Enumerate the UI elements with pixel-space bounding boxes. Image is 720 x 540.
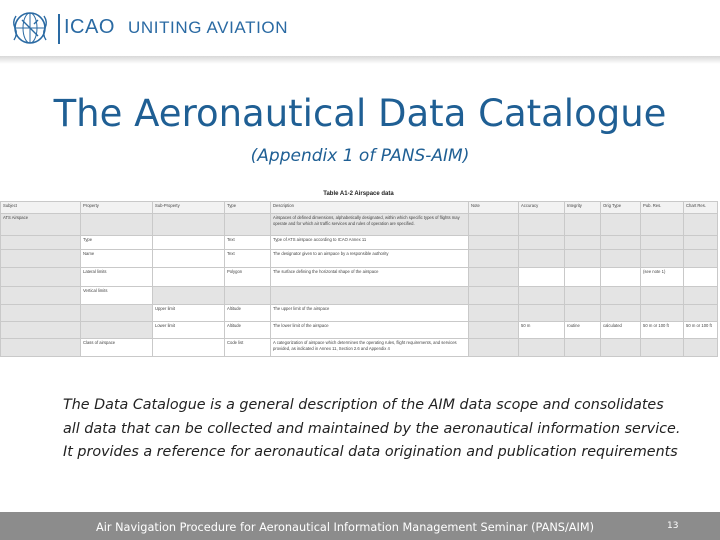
- table-row: [1, 339, 718, 357]
- table-cell: [1, 268, 81, 287]
- table-cell: (see note 1): [641, 268, 684, 287]
- table-header-cell: Subject: [1, 202, 81, 214]
- table-cell: [601, 287, 641, 305]
- table-cell: [641, 305, 684, 322]
- table-header-cell: Sub-Property: [153, 202, 225, 214]
- table-cell: Lower limit: [153, 322, 225, 339]
- table-cell: [1, 322, 81, 339]
- table-cell: Code list: [225, 339, 271, 357]
- table-row: [1, 322, 718, 339]
- table-cell: calculated: [601, 322, 641, 339]
- table-header-cell: Property: [81, 202, 153, 214]
- table-cell: [1, 250, 81, 268]
- table-cell: [469, 250, 519, 268]
- table-header-cell: Description: [271, 202, 469, 214]
- table-cell: [469, 268, 519, 287]
- table-cell: The designator given to an airspace by a responsible authority: [271, 250, 469, 268]
- table-cell: Type of ATS airspace according to ICAO Annex 11: [271, 236, 469, 250]
- table-cell: [565, 250, 601, 268]
- table-cell: [684, 287, 718, 305]
- table-cell: Vertical limits: [81, 287, 153, 305]
- table-header-row: [1, 202, 718, 214]
- table-cell: [225, 214, 271, 236]
- organization-name: ICAO: [64, 16, 115, 38]
- footer-text: Air Navigation Procedure for Aeronautical Information Management Seminar (PANS/AIM): [96, 521, 594, 534]
- table-cell: [469, 236, 519, 250]
- table-cell: [601, 305, 641, 322]
- table-header-cell: Pub. Res.: [641, 202, 684, 214]
- table-cell: Text: [225, 250, 271, 268]
- table-cell: [565, 339, 601, 357]
- table-cell: [519, 268, 565, 287]
- table-cell: [153, 214, 225, 236]
- table-cell: [81, 214, 153, 236]
- table-cell: [519, 214, 565, 236]
- table-cell: [469, 287, 519, 305]
- table-cell: [1, 287, 81, 305]
- table-cell: [81, 322, 153, 339]
- table-row: [1, 268, 718, 287]
- airspace-data-table-image: [0, 190, 717, 372]
- table-cell: 50 m or 100 ft: [641, 322, 684, 339]
- table-cell: [153, 236, 225, 250]
- table-cell: Text: [225, 236, 271, 250]
- slide-header: [0, 0, 720, 56]
- table-cell: [271, 287, 469, 305]
- table-cell: Altitude: [225, 305, 271, 322]
- table-cell: A categorization of airspace which determines the operating rules, flight requirements, and services provided, as indicated in Annex 11, Section 2.6 and Appendix 4: [271, 339, 469, 357]
- table-cell: [469, 322, 519, 339]
- table-cell: Class of airspace: [81, 339, 153, 357]
- table-cell: The lower limit of the airspace: [271, 322, 469, 339]
- table-cell: [684, 305, 718, 322]
- table-row: [1, 214, 718, 236]
- slide-footer: [0, 512, 720, 540]
- table-cell: [153, 339, 225, 357]
- table-cell: [641, 287, 684, 305]
- table-cell: [565, 305, 601, 322]
- table-cell: [565, 236, 601, 250]
- table-cell: [565, 214, 601, 236]
- table-cell: [641, 214, 684, 236]
- table-cell: [1, 339, 81, 357]
- table-cell: Upper limit: [153, 305, 225, 322]
- organization-tagline: UNITING AVIATION: [128, 18, 289, 37]
- table-cell: Polygon: [225, 268, 271, 287]
- slide-subtitle: (Appendix 1 of PANS-AIM): [250, 146, 470, 166]
- header-divider: [58, 14, 60, 44]
- table-cell: [153, 287, 225, 305]
- table-cell: [469, 305, 519, 322]
- page-number: 13: [667, 521, 679, 531]
- table-cell: [153, 268, 225, 287]
- table-header-cell: Chart Res.: [684, 202, 718, 214]
- table-cell: [153, 250, 225, 268]
- table-cell: [641, 250, 684, 268]
- table-header-cell: Note: [469, 202, 519, 214]
- table-cell: The upper limit of the airspace: [271, 305, 469, 322]
- table-cell: [684, 236, 718, 250]
- table-cell: Name: [81, 250, 153, 268]
- table-cell: [684, 214, 718, 236]
- table-cell: [601, 268, 641, 287]
- table-header-cell: Type: [225, 202, 271, 214]
- header-shadow: [0, 56, 720, 64]
- table-cell: [684, 268, 718, 287]
- table-cell: Airspaces of defined dimensions, alphabetically designated, within which specific types of flights may operate and for which air traffic services and rules of operation are specified.: [271, 214, 469, 236]
- table-cell: The surface defining the horizontal shape of the airspace: [271, 268, 469, 287]
- table-cell: [684, 339, 718, 357]
- table-cell: Lateral limits: [81, 268, 153, 287]
- table-cell: [1, 236, 81, 250]
- table-cell: [601, 250, 641, 268]
- table-cell: [1, 305, 81, 322]
- table-cell: [519, 287, 565, 305]
- table-cell: [469, 214, 519, 236]
- table-cell: [641, 236, 684, 250]
- table-cell: [565, 268, 601, 287]
- table-row: [1, 250, 718, 268]
- table-cell: [519, 236, 565, 250]
- table-cell: routine: [565, 322, 601, 339]
- table-cell: [519, 250, 565, 268]
- table-header-cell: Accuracy: [519, 202, 565, 214]
- table-cell: 50 m or 100 ft: [684, 322, 718, 339]
- table-cell: [519, 339, 565, 357]
- table-caption: Table A1-2 Airspace data: [323, 191, 394, 197]
- airspace-data-table: [0, 201, 718, 357]
- table-cell: [565, 287, 601, 305]
- table-cell: 50 m: [519, 322, 565, 339]
- table-cell: [641, 339, 684, 357]
- table-header-cell: Orig Type: [601, 202, 641, 214]
- table-cell: [81, 305, 153, 322]
- table-cell: [684, 250, 718, 268]
- table-row: [1, 287, 718, 305]
- table-cell: ATS Airspace: [1, 214, 81, 236]
- table-cell: Altitude: [225, 322, 271, 339]
- table-row: [1, 305, 718, 322]
- table-cell: Type: [81, 236, 153, 250]
- slide-body-text: The Data Catalogue is a general description of the AIM data scope and consolidates all data that can be collected and maintained by the aeronautical information service. It provides a reference for aeronautical data origination and publication requirements: [63, 397, 681, 460]
- icao-emblem-icon: [10, 8, 50, 48]
- table-header-cell: Integrity: [565, 202, 601, 214]
- table-cell: [469, 339, 519, 357]
- slide-title: The Aeronautical Data Catalogue: [53, 92, 667, 135]
- table-cell: [519, 305, 565, 322]
- table-cell: [601, 236, 641, 250]
- table-cell: [601, 339, 641, 357]
- table-cell: [225, 287, 271, 305]
- table-row: [1, 236, 718, 250]
- table-cell: [601, 214, 641, 236]
